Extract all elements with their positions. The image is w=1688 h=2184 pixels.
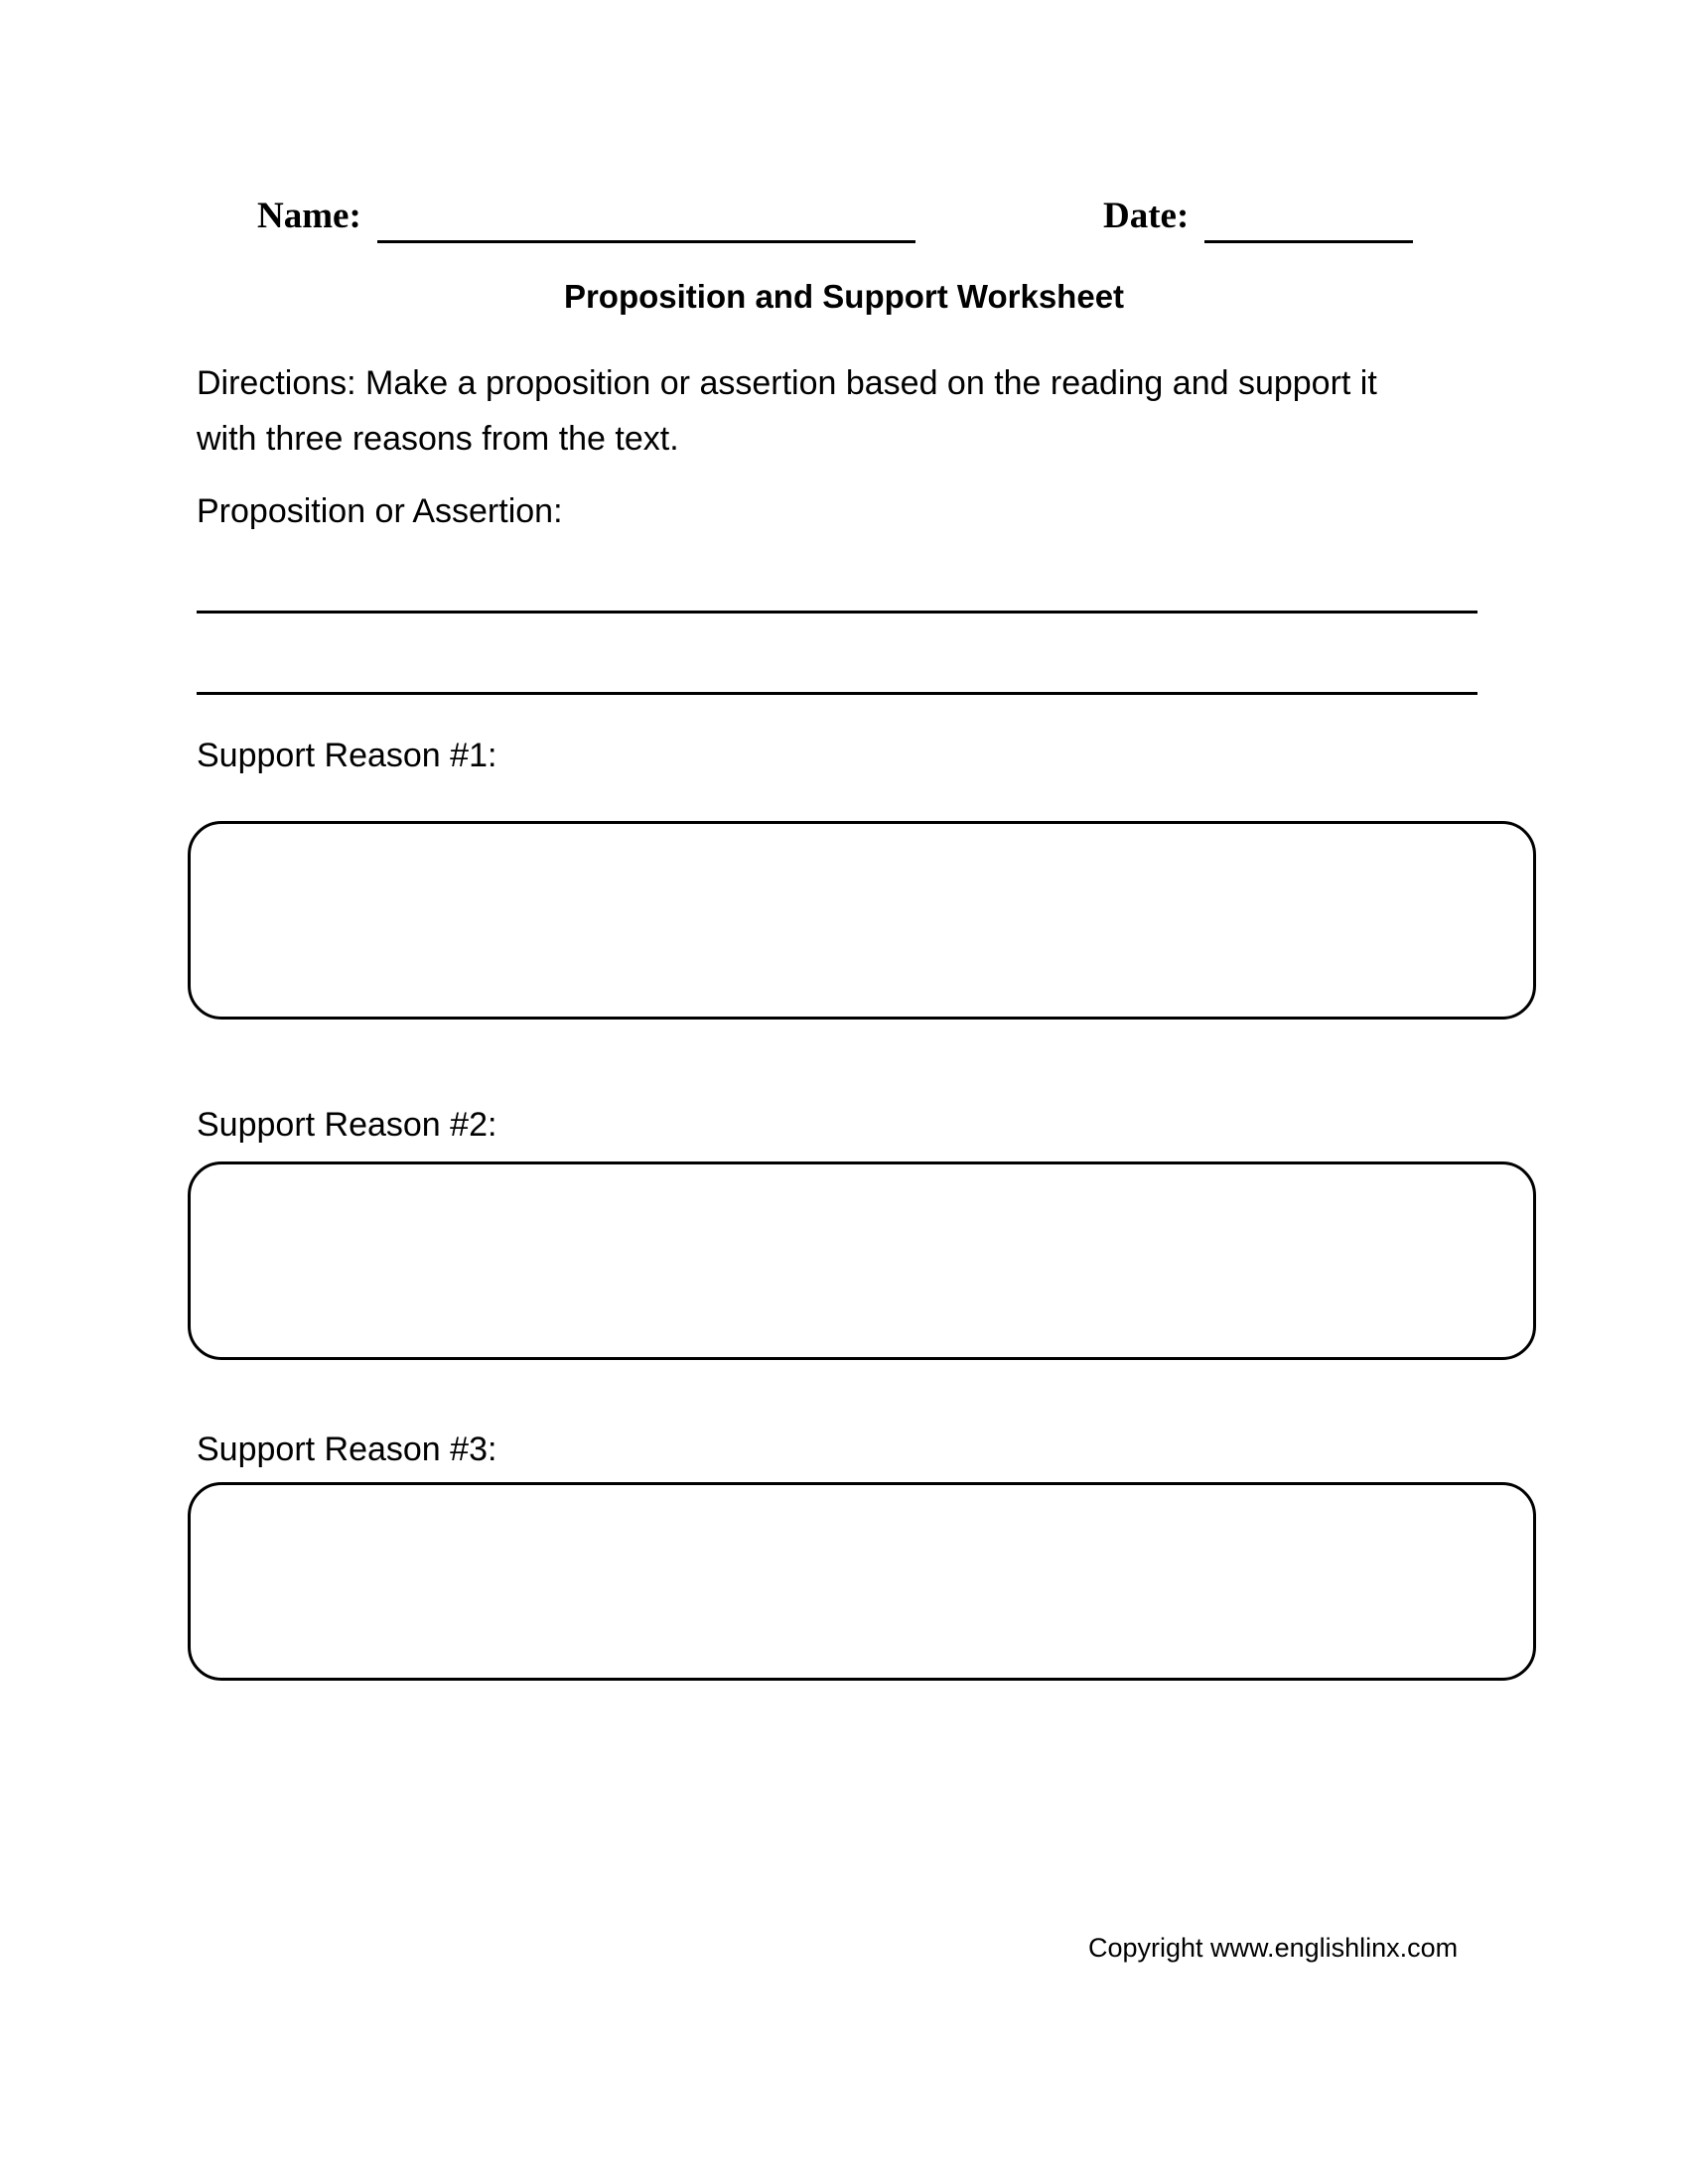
directions-line-2: with three reasons from the text. [197,420,679,458]
support-reason-2-label: Support Reason #2: [197,1106,497,1144]
support-reason-1-box[interactable] [188,821,1536,1020]
proposition-label: Proposition or Assertion: [197,492,563,530]
support-reason-3-label: Support Reason #3: [197,1431,497,1468]
name-label: Name: [257,196,361,236]
date-blank-line[interactable] [1204,240,1413,243]
proposition-answer-line-2[interactable] [197,692,1477,695]
date-label: Date: [1103,196,1190,236]
name-blank-line[interactable] [377,240,915,243]
support-reason-1-label: Support Reason #1: [197,737,497,774]
proposition-answer-line-1[interactable] [197,611,1477,614]
support-reason-2-box[interactable] [188,1161,1536,1360]
header-row [0,195,1688,254]
copyright-footer: Copyright www.englishlinx.com [1088,1933,1459,1963]
support-reason-3-box[interactable] [188,1482,1536,1681]
directions-line-1: Directions: Make a proposition or assertion based on the reading and support it [197,364,1377,402]
directions-text [197,355,1487,467]
page-title: Proposition and Support Worksheet [563,278,1125,315]
